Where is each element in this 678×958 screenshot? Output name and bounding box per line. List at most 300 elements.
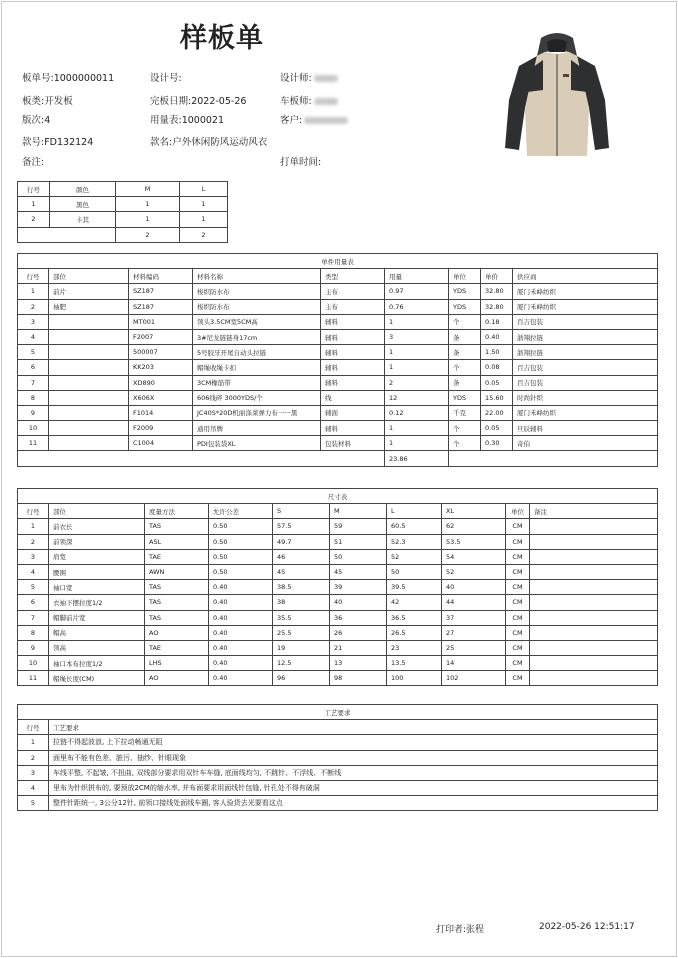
redacted-name (304, 117, 348, 124)
cell: 38.5 (273, 580, 330, 595)
cell (530, 580, 658, 595)
table-row (18, 375, 658, 390)
cell: 4 (18, 564, 49, 579)
cell: 23 (387, 640, 442, 655)
cell: 1 (385, 345, 449, 360)
cell: 15.60 (481, 390, 513, 405)
cell: 50 (330, 549, 387, 564)
cell: 1 (18, 197, 50, 212)
header-cell: 行号 (18, 720, 49, 735)
cell: 98 (330, 671, 387, 686)
cell: 旦辰辅料 (513, 421, 658, 436)
cell: 0.50 (209, 519, 273, 534)
cell: 辅料 (321, 375, 385, 390)
board-type: 板类:开发板 (22, 96, 73, 107)
table-header-row (18, 269, 658, 284)
cell: 辅料 (321, 421, 385, 436)
cell: 厦门禾峰纺织 (513, 405, 658, 420)
cell: 百吉包装 (513, 314, 658, 329)
cell: 1 (180, 212, 228, 227)
header-cell: 供应商 (513, 269, 658, 284)
cell: 前领深 (49, 534, 145, 549)
cell: 1 (180, 197, 228, 212)
cell: 40 (442, 580, 506, 595)
cell: 2 (18, 212, 50, 227)
cell: 百吉包装 (513, 360, 658, 375)
cell (49, 360, 129, 375)
cell: 4 (18, 329, 49, 344)
cell: 38 (273, 595, 330, 610)
cell: YDS (449, 299, 481, 314)
cell: 0.76 (385, 299, 449, 314)
remark: 备注: (22, 157, 45, 168)
table-row (18, 796, 658, 811)
cell: CM (506, 534, 530, 549)
cell: F2007 (129, 329, 193, 344)
cell: TAS (145, 595, 209, 610)
cell: F2009 (129, 421, 193, 436)
header-cell: S (273, 504, 330, 519)
header-cell: 行号 (18, 504, 49, 519)
cell: 44 (442, 595, 506, 610)
cell: ASL (145, 534, 209, 549)
header-cell: 单价 (481, 269, 513, 284)
table-row (18, 436, 658, 451)
cell: 0.50 (209, 534, 273, 549)
cell: AO (145, 625, 209, 640)
cell: 条 (449, 345, 481, 360)
designer-label: 设计师: (280, 73, 312, 84)
cell: 卡其 (50, 212, 116, 227)
cell: CM (506, 640, 530, 655)
cell: TAS (145, 610, 209, 625)
cell: 2 (18, 534, 49, 549)
header-cell: L (180, 182, 228, 197)
cell: 10 (18, 656, 49, 671)
cell: PDI包装袋XL (193, 436, 321, 451)
cell: 2 (180, 227, 228, 242)
cell: 面里布不能有色差、脏污、抽纱、针眼现象 (49, 750, 658, 765)
header-cell: XL (442, 504, 506, 519)
cell: 6 (18, 360, 49, 375)
cell: 4 (18, 780, 49, 795)
table-row (18, 580, 658, 595)
size-table (17, 488, 658, 686)
cell: YDS (449, 284, 481, 299)
header-cell: 材料编码 (129, 269, 193, 284)
cell: 52.3 (387, 534, 442, 549)
cell: 26.5 (387, 625, 442, 640)
cell: 前片 (49, 284, 129, 299)
table-row (18, 314, 658, 329)
header-cell: 行号 (18, 182, 50, 197)
section-title: 单件用量表 (18, 254, 658, 269)
cell: 49.7 (273, 534, 330, 549)
cell: 肩宽 (49, 549, 145, 564)
cell: 1 (385, 314, 449, 329)
cell: 浙翔拉链 (513, 329, 658, 344)
cell: 500007 (129, 345, 193, 360)
cell: 5 (18, 580, 49, 595)
section-title: 尺寸表 (18, 489, 658, 504)
cell: 线 (321, 390, 385, 405)
cell (530, 671, 658, 686)
cell: 3 (18, 314, 49, 329)
usage-sheet: 用量表:1000021 (150, 115, 225, 126)
cell: 包装材料 (321, 436, 385, 451)
cell: AWN (145, 564, 209, 579)
cell: TAE (145, 640, 209, 655)
cell: 辅料 (321, 314, 385, 329)
cell: 9 (18, 640, 49, 655)
cell: 2 (18, 299, 49, 314)
cell: X606X (129, 390, 193, 405)
cell: 3 (385, 329, 449, 344)
cell: 0.40 (209, 595, 273, 610)
table-row (18, 212, 228, 227)
pattern-maker-field (280, 93, 338, 107)
cell: XD890 (129, 375, 193, 390)
cell (530, 549, 658, 564)
cell: 25.5 (273, 625, 330, 640)
table-header-row (18, 504, 658, 519)
cell: 39.5 (387, 580, 442, 595)
cell: 1 (18, 284, 49, 299)
cell: 36.5 (387, 610, 442, 625)
cell: 0.50 (209, 549, 273, 564)
cell: 5 (18, 796, 49, 811)
style-name: 款名:户外休闲防风运动风衣 (150, 137, 268, 148)
header-cell: 单位 (506, 504, 530, 519)
cell: 50 (387, 564, 442, 579)
cell: 37 (442, 610, 506, 625)
cell: 25 (442, 640, 506, 655)
cell: 3 (18, 549, 49, 564)
cell: 个 (449, 314, 481, 329)
cell: 22.00 (481, 405, 513, 420)
cell: 衣袖下摆拉度1/2 (49, 595, 145, 610)
cell: KK203 (129, 360, 193, 375)
total-row (18, 227, 228, 242)
table-row (18, 405, 658, 420)
header-cell: 用量 (385, 269, 449, 284)
table-row (18, 595, 658, 610)
cell: 3CM橡筋带 (193, 375, 321, 390)
cell: 1 (116, 197, 180, 212)
cell: 13 (330, 656, 387, 671)
cell: CM (506, 580, 530, 595)
cell (49, 329, 129, 344)
cell (530, 640, 658, 655)
cell: 12.5 (273, 656, 330, 671)
header-cell: M (330, 504, 387, 519)
cell (530, 564, 658, 579)
cell: TAS (145, 519, 209, 534)
table-row (18, 765, 658, 780)
table-row (18, 780, 658, 795)
cell: 袖肥 (49, 299, 129, 314)
cell (49, 421, 129, 436)
cell: 0.40 (209, 610, 273, 625)
cell: 辅料 (321, 329, 385, 344)
cell: 7 (18, 375, 49, 390)
cell (530, 656, 658, 671)
cell: 袖口本布拉度1/2 (49, 656, 145, 671)
cell: 1 (385, 436, 449, 451)
table-row (18, 519, 658, 534)
cell: 1.50 (481, 345, 513, 360)
cell (530, 625, 658, 640)
cell: 40 (330, 595, 387, 610)
cell: CM (506, 671, 530, 686)
total-usage: 23.86 (385, 451, 449, 466)
cell: 11 (18, 671, 49, 686)
cell: CM (506, 610, 530, 625)
cell: 1 (116, 212, 180, 227)
cell: 辅料 (321, 360, 385, 375)
process-requirements-table (17, 704, 658, 811)
cell: 11 (18, 436, 49, 451)
cell: YDS (449, 390, 481, 405)
cell: 100 (387, 671, 442, 686)
cell (49, 405, 129, 420)
cell: 通用吊牌 (193, 421, 321, 436)
cell: 27 (442, 625, 506, 640)
redacted-name (314, 98, 338, 105)
header-cell: M (116, 182, 180, 197)
design-number: 设计号: (150, 73, 182, 84)
cell: 辅料 (321, 345, 385, 360)
header-cell: 允许公差 (209, 504, 273, 519)
table-row (18, 750, 658, 765)
cell: CM (506, 519, 530, 534)
cell: 102 (442, 671, 506, 686)
cell: 45 (330, 564, 387, 579)
header-cell: 类型 (321, 269, 385, 284)
table-row (18, 564, 658, 579)
cell (530, 519, 658, 534)
cell: 辅面 (321, 405, 385, 420)
cell: 车线平整, 不起皱, 不扭曲, 双线部分要求用双针车车缝, 底面线均匀, 不跳针、不浮线、不断线 (49, 765, 658, 780)
section-title: 工艺要求 (18, 705, 658, 720)
table-row (18, 610, 658, 625)
cell: 个 (449, 360, 481, 375)
cell: 0.50 (209, 564, 273, 579)
cell: CM (506, 656, 530, 671)
cell: 领高 (49, 640, 145, 655)
table-row (18, 197, 228, 212)
cell: 96 (273, 671, 330, 686)
cell: 6 (18, 595, 49, 610)
table-row (18, 284, 658, 299)
cell: 36 (330, 610, 387, 625)
cell: 46 (273, 549, 330, 564)
cell: 0.40 (209, 625, 273, 640)
cell: 42 (387, 595, 442, 610)
cell: 前衣长 (49, 519, 145, 534)
table-row (18, 656, 658, 671)
header-cell: 材料名称 (193, 269, 321, 284)
cell (18, 227, 116, 242)
cell (49, 436, 129, 451)
cell: 整件针距统一, 3公分12针, 前领口接线处面线车圈, 客人验货去光要看这点 (49, 796, 658, 811)
cell (49, 375, 129, 390)
table-row (18, 421, 658, 436)
cell: 8 (18, 390, 49, 405)
cell: 35.5 (273, 610, 330, 625)
color-size-table (17, 181, 228, 243)
cell: 袖口宽 (49, 580, 145, 595)
cell: 里布为针织拼布的, 要预放2CM的缩水率, 并布面要求用面线针包缝, 针孔处不得有破洞 (49, 780, 658, 795)
cell: 百吉包装 (513, 375, 658, 390)
header-cell: 部位 (49, 269, 129, 284)
cell: 606线碎 3000YDS/个 (193, 390, 321, 405)
cell: 59 (330, 519, 387, 534)
cell: F1014 (129, 405, 193, 420)
cell: 2 (385, 375, 449, 390)
cell: 黑色 (50, 197, 116, 212)
cell: 51 (330, 534, 387, 549)
cell: 0.08 (481, 360, 513, 375)
cell: 39 (330, 580, 387, 595)
header-cell: L (387, 504, 442, 519)
header-cell: 行号 (18, 269, 49, 284)
cell: 个 (449, 436, 481, 451)
cell: 0.05 (481, 421, 513, 436)
version: 版次:4 (22, 115, 51, 126)
material-usage-table (17, 253, 658, 467)
cell: 3#尼龙链链身17cm (193, 329, 321, 344)
cell: 帽绳长度(CM) (49, 671, 145, 686)
cell: 52 (442, 564, 506, 579)
cell: 5号胶牙开尾自动头拉链 (193, 345, 321, 360)
table-row (18, 299, 658, 314)
cell: 52 (387, 549, 442, 564)
table-header-row (18, 720, 658, 735)
cell: SZ187 (129, 284, 193, 299)
cell: 0.97 (385, 284, 449, 299)
header-cell: 部位 (49, 504, 145, 519)
table-row (18, 735, 658, 750)
cell (49, 345, 129, 360)
customer-label: 客户: (280, 115, 303, 126)
cell: 57.5 (273, 519, 330, 534)
cell: 19 (273, 640, 330, 655)
cell: 0.40 (209, 671, 273, 686)
cell: 32.80 (481, 284, 513, 299)
cell: 32.80 (481, 299, 513, 314)
cell (18, 451, 385, 466)
cell: 条 (449, 329, 481, 344)
cell (449, 451, 658, 466)
print-datetime: 2022-05-26 12:51:17 (539, 922, 635, 932)
header-cell: 备注 (530, 504, 658, 519)
cell: 0.40 (209, 580, 273, 595)
cell: 奇伯 (513, 436, 658, 451)
cell: TAS (145, 580, 209, 595)
cell: 0.05 (481, 375, 513, 390)
designer-field (280, 70, 338, 84)
cell: 0.30 (481, 436, 513, 451)
table-row (18, 625, 658, 640)
table-row (18, 640, 658, 655)
finish-date: 完板日期:2022-05-26 (150, 96, 247, 107)
cell: MT001 (129, 314, 193, 329)
cell: CM (506, 595, 530, 610)
cell: 53.5 (442, 534, 506, 549)
jacket-product-image (503, 30, 611, 158)
header-cell: 单位 (449, 269, 481, 284)
cell: 45 (273, 564, 330, 579)
cell: 千克 (449, 405, 481, 420)
table-row (18, 534, 658, 549)
cell: 0.40 (209, 640, 273, 655)
cell (530, 610, 658, 625)
table-row (18, 345, 658, 360)
cell: 0.40 (481, 329, 513, 344)
pattern-maker-label: 车板师: (280, 96, 312, 107)
cell: C1004 (129, 436, 193, 451)
cell: 9 (18, 405, 49, 420)
cell: 梭织防水布 (193, 299, 321, 314)
table-header-row (18, 182, 228, 197)
table-row (18, 360, 658, 375)
printer-name: 打印者:张程 (436, 925, 485, 935)
cell: 10 (18, 421, 49, 436)
cell: 梭织防水布 (193, 284, 321, 299)
cell (49, 390, 129, 405)
cell: 帽绳收绳卡扣 (193, 360, 321, 375)
cell: 2 (18, 750, 49, 765)
cell: 条 (449, 375, 481, 390)
cell: SZ187 (129, 299, 193, 314)
cell: 62 (442, 519, 506, 534)
header-cell: 度量方法 (145, 504, 209, 519)
cell: 5 (18, 345, 49, 360)
cell: 8 (18, 625, 49, 640)
cell: 7 (18, 610, 49, 625)
cell: 厦门禾峰纺织 (513, 299, 658, 314)
cell: JC40S*20D机丽涤莱弹力布一一黑 (193, 405, 321, 420)
cell: 0.12 (385, 405, 449, 420)
cell: 13.5 (387, 656, 442, 671)
cell: AO (145, 671, 209, 686)
cell: 21 (330, 640, 387, 655)
print-time: 打单时间: (280, 157, 322, 168)
cell: 主布 (321, 284, 385, 299)
customer-field (280, 112, 348, 126)
cell: 3 (18, 765, 49, 780)
cell: 1 (18, 519, 49, 534)
page-title: 样板单 (180, 23, 264, 54)
cell: 时尚针织 (513, 390, 658, 405)
cell: 1 (385, 421, 449, 436)
style-number: 款号:FD132124 (22, 137, 94, 148)
cell: 0.40 (209, 656, 273, 671)
cell: 12 (385, 390, 449, 405)
cell: 54 (442, 549, 506, 564)
cell: 1 (385, 360, 449, 375)
cell: 帽高 (49, 625, 145, 640)
table-row (18, 329, 658, 344)
cell: 领头3.5CM宽5CM高 (193, 314, 321, 329)
cell: 腰围 (49, 564, 145, 579)
cell: 个 (449, 421, 481, 436)
table-row (18, 390, 658, 405)
cell (49, 314, 129, 329)
cell: CM (506, 564, 530, 579)
cell: 0.18 (481, 314, 513, 329)
